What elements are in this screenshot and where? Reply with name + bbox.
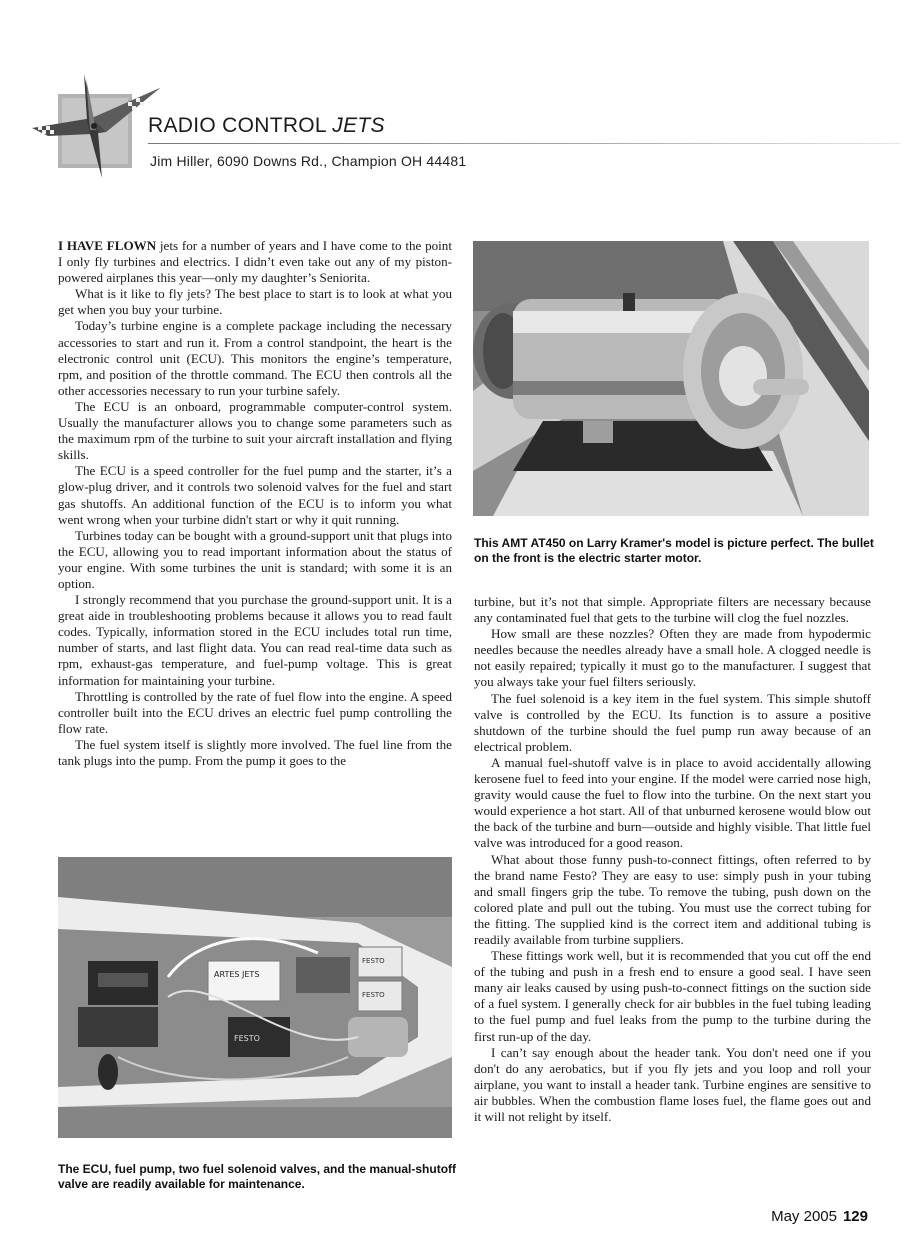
paragraph-text: jets for a number of years and I have come to the point I only fly turbines and electrics. I didn’t even take out any of my piston-powered airplanes this year—only my daughter’s Seniorita. xyxy=(58,238,452,286)
paragraph: What about those funny push-to-connect fittings, often referred to by the brand name Festo? They are easy to use: simply push in your tubing and small fingers grip the tube. To remove the tubing, push down on the colored plate and pull out the tubing. You must use the correct tubing for the fitting. The supplied kind is the correct item and additional tubing is readily available from turbine suppliers. xyxy=(474,851,871,947)
author-byline: Jim Hiller, 6090 Downs Rd., Champion OH 44481 xyxy=(150,153,467,169)
paragraph: What is it like to fly jets? The best place to start is to look at what you get when you buy your turbine. xyxy=(58,286,452,318)
article-column-left xyxy=(58,238,452,769)
paragraph: The fuel system itself is slightly more involved. The fuel line from the tank plugs into the pump. From the pump it goes to the xyxy=(58,736,452,768)
paragraph: The ECU is an onboard, programmable computer-control system. Usually the manufacturer allows you to change some parameters such as the maximum rpm of the turbine to suit your aircraft installation and flying skills. xyxy=(58,398,452,463)
column-title-prefix: RADIO CONTROL xyxy=(148,114,327,137)
column-title-rule xyxy=(148,143,900,144)
paragraph: turbine, but it’s not that simple. Appropriate filters are necessary because any contaminated fuel that gets to the turbine will clog the fuel nozzles. xyxy=(474,594,871,626)
paragraph: I can’t say enough about the header tank. You don't need one if you don't do any aerobatics, but if you fly jets and you loop and roll your airplane, you want to install a header tank. Turbine engines are sensitive to air bubbles. When the combustion flame loses fuel, the flame goes out and it will not relight by itself. xyxy=(474,1044,871,1124)
ecu-label: ARTES JETS xyxy=(214,970,260,979)
fuselage-internals-photo xyxy=(58,857,452,1138)
solenoid-label-b: FESTO xyxy=(362,991,385,999)
paragraph: These fittings work well, but it is recommended that you cut off the end of the tubing and push in a fresh end to ensure a good seal. I have seen many air leaks caused by using push-to-connect fittings on the suction side of a fuel system. I generally check for air bubbles in the fuel tubing leading to the fuel pump and fuel leaks from the pump to the turbine during the first run-up of the day. xyxy=(474,948,871,1044)
page-footer xyxy=(771,1208,868,1225)
column-logo xyxy=(32,74,162,178)
solenoid-label-a: FESTO xyxy=(362,957,385,965)
issue-date: May 2005 xyxy=(771,1208,837,1225)
paragraph: Turbines today can be bought with a ground-support unit that plugs into the ECU, allowing you to read important information about the status of your engine. With some turbines the unit is standard; with some it is an option. xyxy=(58,527,452,591)
column-title-italic: JETS xyxy=(332,114,385,137)
column-title xyxy=(148,114,385,138)
paragraph: A manual fuel-shutoff valve is in place to avoid accidentally allowing kerosene fuel to feed into your engine. If the model were carried nose high, gravity would cause the fuel to flow into the turbine. On the next start you would experience a hot start. All of that unburned kerosene would blow out the back of the turbine and burn—outside and highly visible. That little fuel valve was introduced for a good reason. xyxy=(474,754,871,851)
paragraph: The fuel solenoid is a key item in the fuel system. This simple shutoff valve is controlled by the ECU. Its function is to assure a positive shutdown of the turbine should the fuel pump run away because of an electrical problem. xyxy=(474,690,871,754)
turbine-photo xyxy=(473,241,869,516)
article-column-right xyxy=(474,594,871,1125)
lead-in: I HAVE FLOWN xyxy=(58,238,157,253)
paragraph: Today’s turbine engine is a complete package including the necessary accessories to start and run it. From a control standpoint, the heart is the electronic control unit (ECU). This monitors the engine’s temperature, rpm, and position of the throttle command. The ECU then controls all the other accessories necessary to run your turbine safely. xyxy=(58,318,452,398)
turbine-photo-caption: This AMT AT450 on Larry Kramer's model is picture perfect. The bullet on the front is the electric starter motor. xyxy=(474,536,874,565)
paragraph: The ECU is a speed controller for the fuel pump and the starter, it’s a glow-plug driver, and it controls two solenoid valves for the fuel and start gas shutoffs. An additional function of the ECU is to inform you what went wrong when your turbine didn't start or why it quit running. xyxy=(58,463,452,527)
page-number: 129 xyxy=(842,1208,868,1225)
paragraph: How small are these nozzles? Often they are made from hypodermic needles because the needles already have a small hole. A clogged needle is not easily repaired; typically it must go to the manufacturer. I suggest that you always take your fuel filters seriously. xyxy=(474,626,871,690)
fuel-pump-label: FESTO xyxy=(234,1034,260,1043)
fuselage-photo-caption: The ECU, fuel pump, two fuel solenoid valves, and the manual-shutoff valve are readily available for maintenance. xyxy=(58,1162,457,1191)
paragraph: I strongly recommend that you purchase the ground-support unit. It is a great aide in troubleshooting problems because it allows you to read fault codes. Typically, information stored in the ECU includes total run time, number of starts, and last flight data. You can read real-time data such as rpm, exhaust-gas temperature, and fuel-pump voltage. This is great information for maintaining your turbine. xyxy=(58,592,452,688)
paragraph xyxy=(58,238,452,286)
paragraph: Throttling is controlled by the rate of fuel flow into the engine. A speed controller built into the ECU drives an electric fuel pump controlling the flow rate. xyxy=(58,688,452,736)
